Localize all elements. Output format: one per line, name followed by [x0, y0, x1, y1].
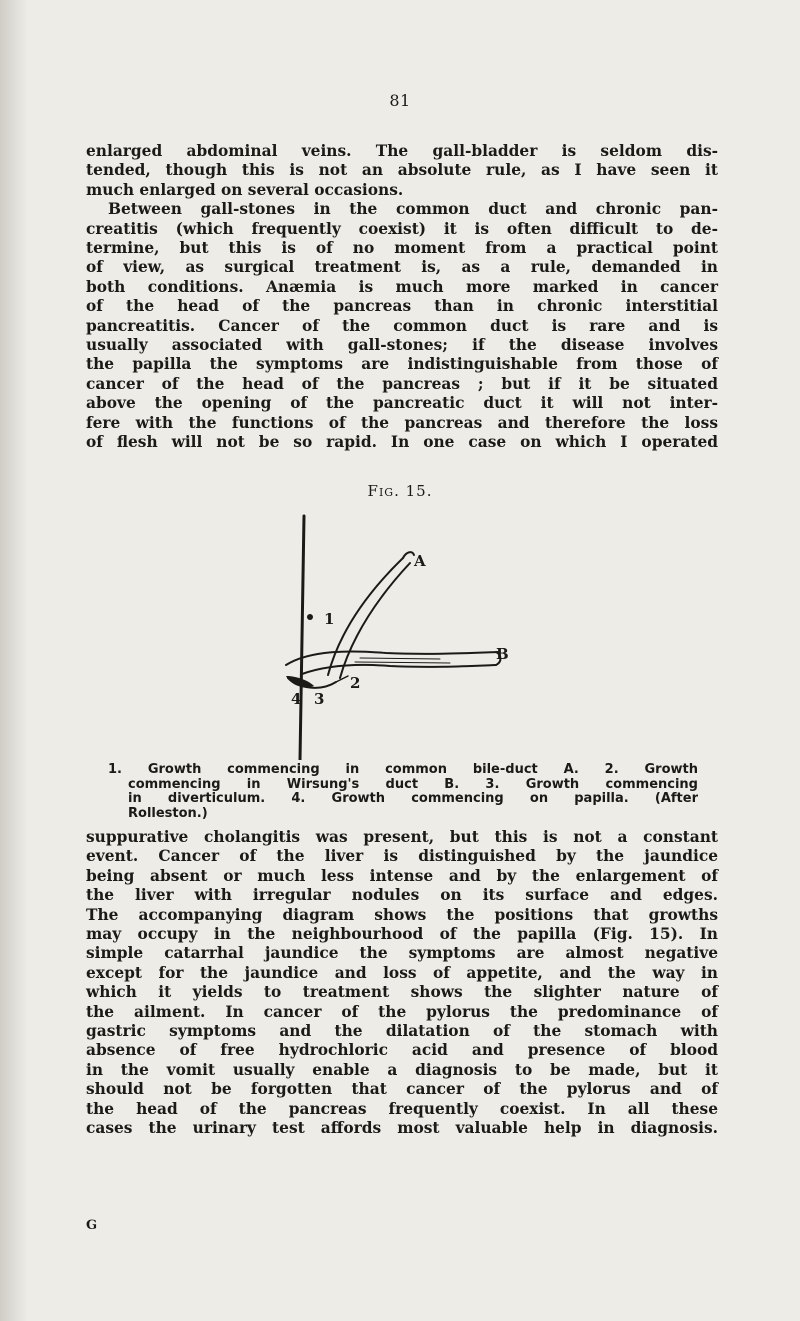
duct-hatching — [360, 658, 440, 659]
label-2: 2 — [350, 674, 361, 692]
text-line: creatitis (which frequently coexist) it is often difficult to de- — [86, 219, 718, 238]
text-line: both conditions. Anæmia is much more marked in cancer — [86, 277, 718, 296]
text-line: simple catarrhal jaundice the symptoms are almost negative — [86, 944, 718, 963]
text-line: above the opening of the pancreatic duct it will not inter- — [86, 394, 718, 413]
text-line: of the head of the pancreas than in chronic interstitial — [86, 297, 718, 316]
text-line: the liver with irregular nodules on its surface and edges. — [86, 886, 718, 905]
text-line: except for the jaundice and loss of appetite, and the way in — [86, 963, 718, 982]
text-line: much enlarged on several occasions. — [86, 180, 404, 199]
pancreatic-duct-lower — [302, 665, 496, 674]
text-line: cancer of the head of the pancreas ; but if it be situated — [86, 374, 718, 393]
text-block-top — [86, 142, 718, 453]
text-line: being absent or much less intense and by the enlargement of — [86, 866, 718, 885]
duodenal-wall-line — [300, 516, 304, 760]
label-3: 3 — [314, 690, 325, 708]
label-A: A — [414, 552, 426, 570]
text-block-bottom — [86, 828, 718, 1139]
text-line: usually associated with gall-stones; if the disease involves — [86, 336, 718, 355]
text-line: event. Cancer of the liver is distinguished by the jaundice — [86, 847, 718, 866]
label-1: 1 — [324, 610, 335, 628]
label-B: B — [496, 645, 509, 663]
text-line: Between gall-stones in the common duct and chronic pan- — [108, 200, 718, 219]
diverticulum-line — [336, 676, 348, 682]
text-line: termine, but this is of no moment from a practical point — [86, 239, 718, 258]
label-4: 4 — [291, 690, 302, 708]
duct-hatching — [355, 662, 450, 663]
text-line: should not be forgotten that cancer of the pylorus and of — [86, 1080, 718, 1099]
text-line: suppurative cholangitis was present, but this is not a constant — [86, 828, 718, 846]
text-line: enlarged abdominal veins. The gall-bladder is seldom dis- — [86, 142, 718, 160]
page-edge-shadow — [0, 0, 28, 1321]
figure-title: Fig. 15. — [367, 482, 433, 500]
text-line: of flesh will not be so rapid. In one case on which I operated — [86, 433, 718, 452]
bile-duct-end — [403, 552, 414, 558]
text-line: the ailment. In cancer of the pylorus the predominance of — [86, 1002, 718, 1021]
figure-diagram — [190, 510, 530, 760]
bile-duct-inner — [340, 563, 410, 678]
caption-line: commencing in Wirsung's duct B. 3. Growth commencing — [128, 776, 698, 792]
text-line: The accompanying diagram shows the positions that growths — [86, 905, 718, 924]
text-line: fere with the functions of the pancreas and therefore the loss — [86, 413, 718, 432]
text-line: the head of the pancreas frequently coexist. In all these — [86, 1099, 718, 1118]
text-line: pancreatitis. Cancer of the common duct is rare and is — [86, 316, 718, 335]
text-line: tended, though this is not an absolute rule, as I have seen it — [86, 161, 718, 180]
page-number: 81 — [389, 91, 411, 110]
bile-duct-outer — [328, 558, 403, 675]
caption-line: Rolleston.) — [128, 805, 208, 821]
text-line: absence of free hydrochloric acid and presence of blood — [86, 1041, 718, 1060]
text-line: may occupy in the neighbourhood of the papilla (Fig. 15). In — [86, 925, 718, 944]
signature-mark: G — [86, 1218, 98, 1233]
text-line: which it yields to treatment shows the slighter nature of — [86, 983, 718, 1002]
text-line: gastric symptoms and the dilatation of the stomach with — [86, 1022, 718, 1041]
duct-diagram — [190, 510, 530, 760]
text-line: of view, as surgical treatment is, as a rule, demanded in — [86, 258, 718, 277]
text-line: the papilla the symptoms are indistinguishable from those of — [86, 355, 718, 374]
caption-line: in diverticulum. 4. Growth commencing on papilla. (After — [128, 791, 698, 807]
text-line: in the vomit usually enable a diagnosis to be made, but it — [86, 1060, 718, 1079]
text-line: cases the urinary test affords most valuable help in diagnosis. — [86, 1119, 718, 1138]
caption-line: 1. Growth commencing in common bile-duct A. 2. Growth — [108, 762, 698, 777]
growth-dot — [307, 614, 313, 620]
figure-caption — [108, 763, 698, 821]
